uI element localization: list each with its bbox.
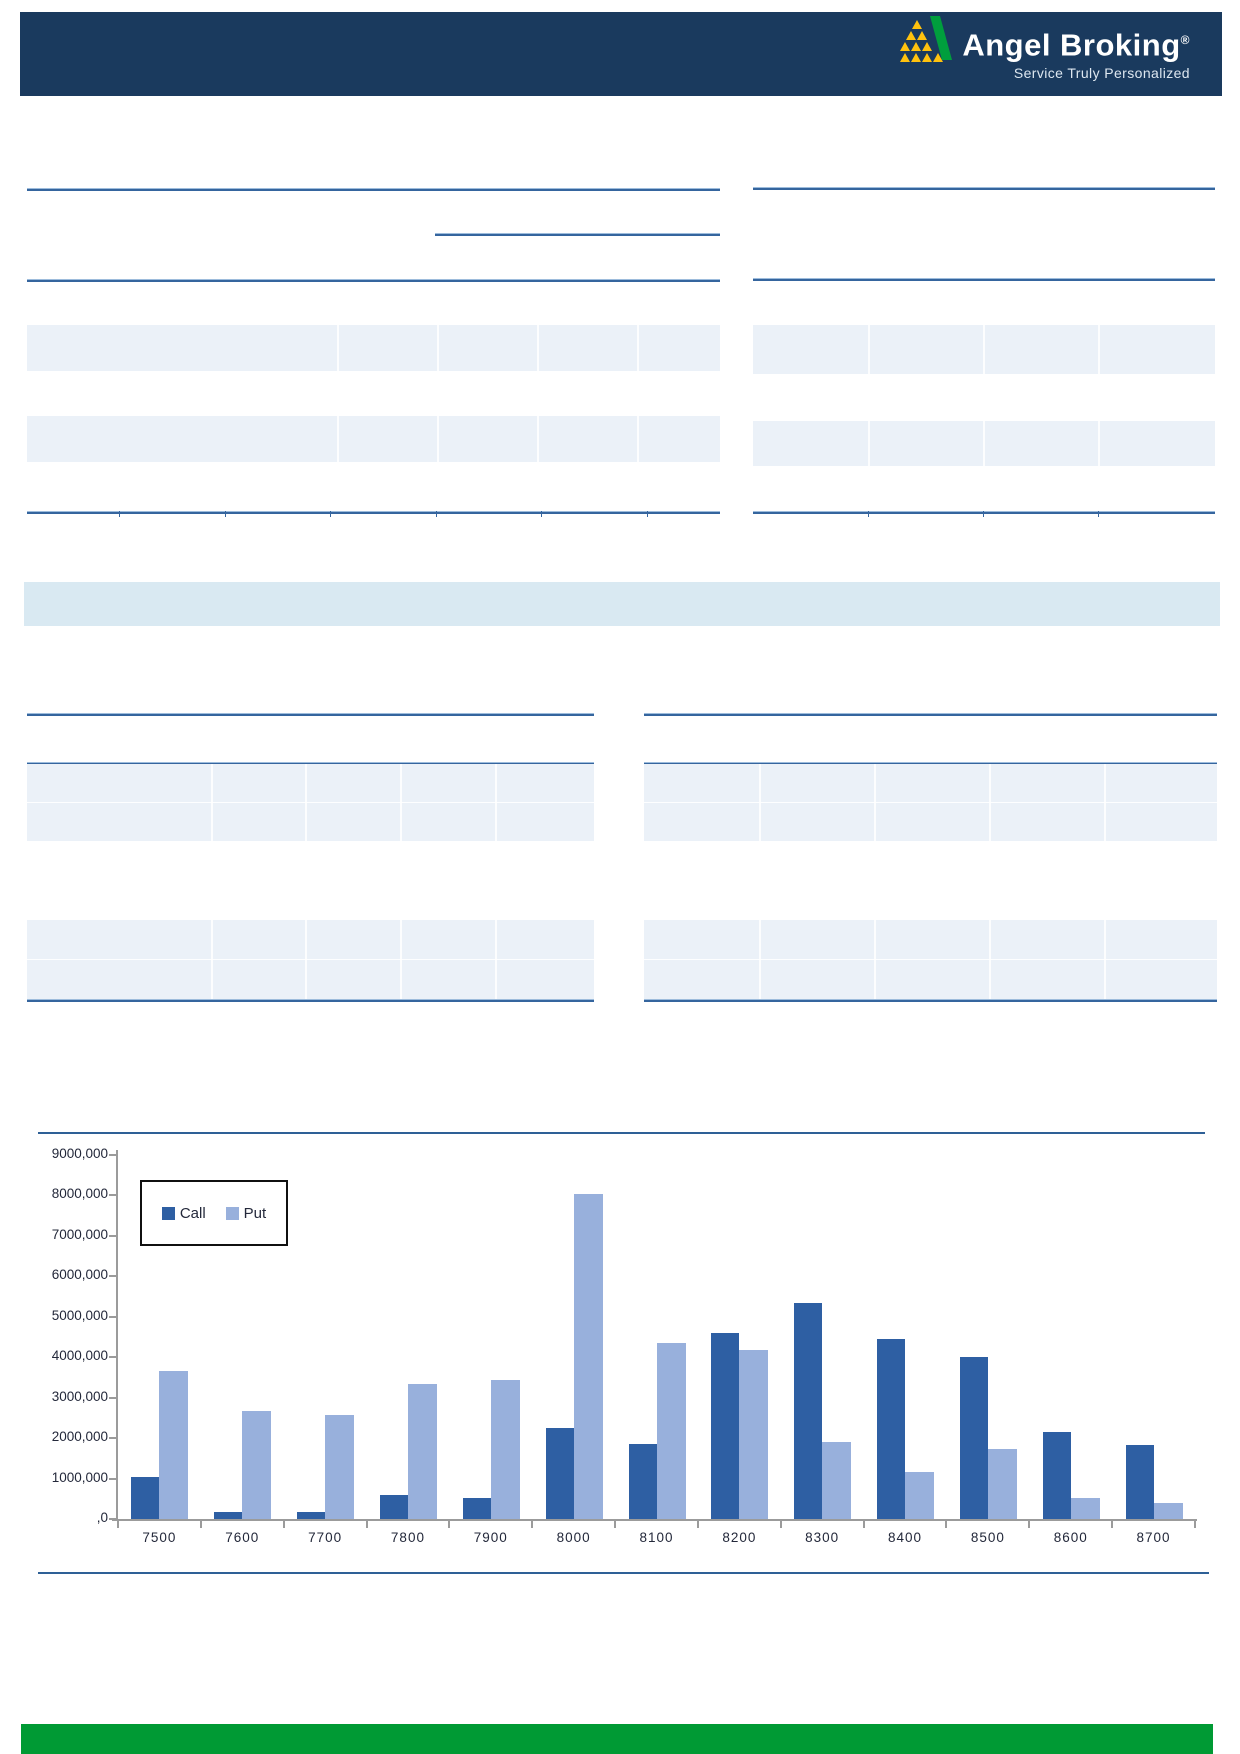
brand-tagline: Service Truly Personalized (1013, 65, 1190, 82)
bar-put-8200 (739, 1350, 768, 1519)
y-tick-label: 2000,000 (51, 1429, 108, 1445)
column-tick (225, 511, 226, 517)
x-axis-tick (117, 1521, 119, 1528)
x-axis-tick (780, 1521, 782, 1528)
column-split (1104, 764, 1106, 841)
table-rule (644, 713, 1217, 716)
row-split (644, 959, 1217, 960)
column-tick (647, 511, 648, 517)
column-split (759, 920, 761, 999)
bar-call-7600 (214, 1512, 242, 1519)
column-split (437, 416, 439, 462)
column-split (983, 421, 985, 466)
column-split (400, 920, 402, 999)
table-rule (435, 233, 720, 236)
y-tick-label: 6000,000 (51, 1267, 108, 1283)
column-split (1104, 920, 1106, 999)
x-axis-tick (448, 1521, 450, 1528)
table-rule (27, 279, 720, 282)
bar-call-8400 (877, 1339, 905, 1519)
x-axis-tick (1111, 1521, 1113, 1528)
logo (900, 14, 1190, 81)
x-axis-tick (531, 1521, 533, 1528)
column-split (305, 764, 307, 841)
y-axis-tick (109, 1316, 116, 1318)
bar-put-8700 (1154, 1503, 1183, 1519)
bar-put-7600 (242, 1411, 271, 1519)
column-split (983, 325, 985, 374)
legend-label-call: Call (179, 1204, 206, 1222)
x-axis-tick (200, 1521, 202, 1528)
y-axis-tick (109, 1356, 116, 1358)
bar-put-8500 (988, 1449, 1017, 1519)
y-tick-label: 8000,000 (51, 1186, 108, 1202)
table-rule (753, 278, 1215, 281)
column-split (337, 325, 339, 371)
y-tick-label: 1000,000 (51, 1469, 108, 1485)
table-rule (644, 999, 1217, 1002)
x-tick-label: 8100 (639, 1530, 674, 1545)
y-axis (116, 1150, 118, 1521)
column-tick (541, 511, 542, 517)
x-tick-label: 8400 (888, 1530, 923, 1545)
table-rule (27, 511, 720, 514)
column-split (874, 920, 876, 999)
row-split (27, 959, 594, 960)
x-axis-tick (863, 1521, 865, 1528)
x-axis-tick (366, 1521, 368, 1528)
column-split (400, 764, 402, 841)
header-bar (20, 12, 1222, 96)
column-split (868, 421, 870, 466)
table-rule (27, 188, 720, 191)
bar-call-8700 (1126, 1445, 1154, 1519)
y-axis-tick (109, 1397, 116, 1399)
bar-put-7500 (159, 1371, 188, 1519)
call-swatch-icon (162, 1207, 175, 1220)
chart-top-rule (38, 1132, 1205, 1134)
column-tick (119, 511, 120, 517)
column-split (305, 920, 307, 999)
table-rule (753, 187, 1215, 190)
x-tick-label: 8300 (805, 1530, 840, 1545)
x-tick-label: 8600 (1053, 1530, 1088, 1545)
bar-call-7700 (297, 1512, 325, 1519)
y-axis-tick (109, 1154, 116, 1156)
y-tick-label: ,0 (96, 1510, 108, 1525)
bar-call-7500 (131, 1477, 159, 1519)
column-split (1098, 325, 1100, 374)
y-axis-tick (109, 1235, 116, 1237)
column-split (759, 764, 761, 841)
x-tick-label: 8500 (970, 1530, 1005, 1545)
bar-put-8100 (657, 1343, 686, 1519)
column-split (637, 325, 639, 371)
column-split (868, 325, 870, 374)
bar-put-7800 (408, 1384, 437, 1519)
angel-logo-icon (900, 16, 952, 66)
x-tick-label: 7800 (390, 1530, 425, 1545)
column-tick (1098, 511, 1099, 517)
table-rule (753, 511, 1215, 514)
column-split (537, 416, 539, 462)
x-axis-tick (697, 1521, 699, 1528)
x-tick-label: 7900 (473, 1530, 508, 1545)
bar-call-8500 (960, 1357, 988, 1519)
column-tick (436, 511, 437, 517)
bar-call-8100 (629, 1444, 657, 1519)
legend-item-call (162, 1205, 206, 1222)
legend-item-put (226, 1205, 267, 1222)
y-tick-label: 3000,000 (51, 1388, 108, 1404)
y-tick-label: 5000,000 (51, 1307, 108, 1323)
legend-label-put: Put (243, 1204, 267, 1222)
column-tick (868, 511, 869, 517)
x-axis-tick (614, 1521, 616, 1528)
x-tick-label: 8000 (556, 1530, 591, 1545)
bar-call-8600 (1043, 1432, 1071, 1519)
y-axis-tick (109, 1518, 116, 1520)
column-split (637, 416, 639, 462)
bar-call-8200 (711, 1333, 739, 1519)
bar-call-7800 (380, 1495, 408, 1519)
y-axis-tick (109, 1437, 116, 1439)
section-band (24, 582, 1220, 626)
bar-call-7900 (463, 1498, 491, 1519)
table-rule (27, 999, 594, 1002)
column-split (495, 764, 497, 841)
y-axis-tick (109, 1194, 116, 1196)
y-tick-label: 7000,000 (51, 1226, 108, 1242)
bar-put-8300 (822, 1442, 851, 1519)
column-split (537, 325, 539, 371)
chart-legend (140, 1180, 288, 1246)
bar-call-8300 (794, 1303, 822, 1519)
column-split (211, 764, 213, 841)
x-axis-tick (1028, 1521, 1030, 1528)
chart-bottom-rule (38, 1572, 1209, 1574)
bar-put-8000 (574, 1194, 603, 1519)
column-split (989, 920, 991, 999)
column-split (337, 416, 339, 462)
y-tick-label: 4000,000 (51, 1348, 108, 1364)
footer-bar (21, 1724, 1213, 1754)
column-split (495, 920, 497, 999)
x-tick-label: 8700 (1136, 1530, 1171, 1545)
bar-put-7700 (325, 1415, 354, 1519)
column-split (874, 764, 876, 841)
column-tick (983, 511, 984, 517)
row-split (644, 802, 1217, 803)
column-split (989, 764, 991, 841)
x-tick-label: 8200 (722, 1530, 757, 1545)
brand-registered: ® (1180, 33, 1190, 47)
logo-text (962, 14, 1190, 81)
x-axis-tick (283, 1521, 285, 1528)
bar-put-8600 (1071, 1498, 1100, 1519)
brand-text (962, 14, 1190, 71)
column-tick (330, 511, 331, 517)
bar-put-7900 (491, 1380, 520, 1519)
y-axis-tick (109, 1478, 116, 1480)
bar-call-8000 (546, 1428, 574, 1519)
x-tick-label: 7700 (308, 1530, 343, 1545)
x-axis-tick (1194, 1521, 1196, 1528)
shaded-row (27, 325, 720, 371)
y-axis-tick (109, 1275, 116, 1277)
x-axis-tick (945, 1521, 947, 1528)
table-rule (27, 713, 594, 716)
x-tick-label: 7500 (142, 1530, 177, 1545)
row-split (27, 802, 594, 803)
column-split (1098, 421, 1100, 466)
bar-put-8400 (905, 1472, 934, 1519)
brand-name: Angel Broking (962, 27, 1181, 63)
put-swatch-icon (226, 1207, 239, 1220)
y-tick-label: 9000,000 (51, 1146, 108, 1161)
x-tick-label: 7600 (225, 1530, 260, 1545)
x-axis (112, 1519, 1197, 1521)
column-split (437, 325, 439, 371)
shaded-row (27, 416, 720, 462)
column-split (211, 920, 213, 999)
